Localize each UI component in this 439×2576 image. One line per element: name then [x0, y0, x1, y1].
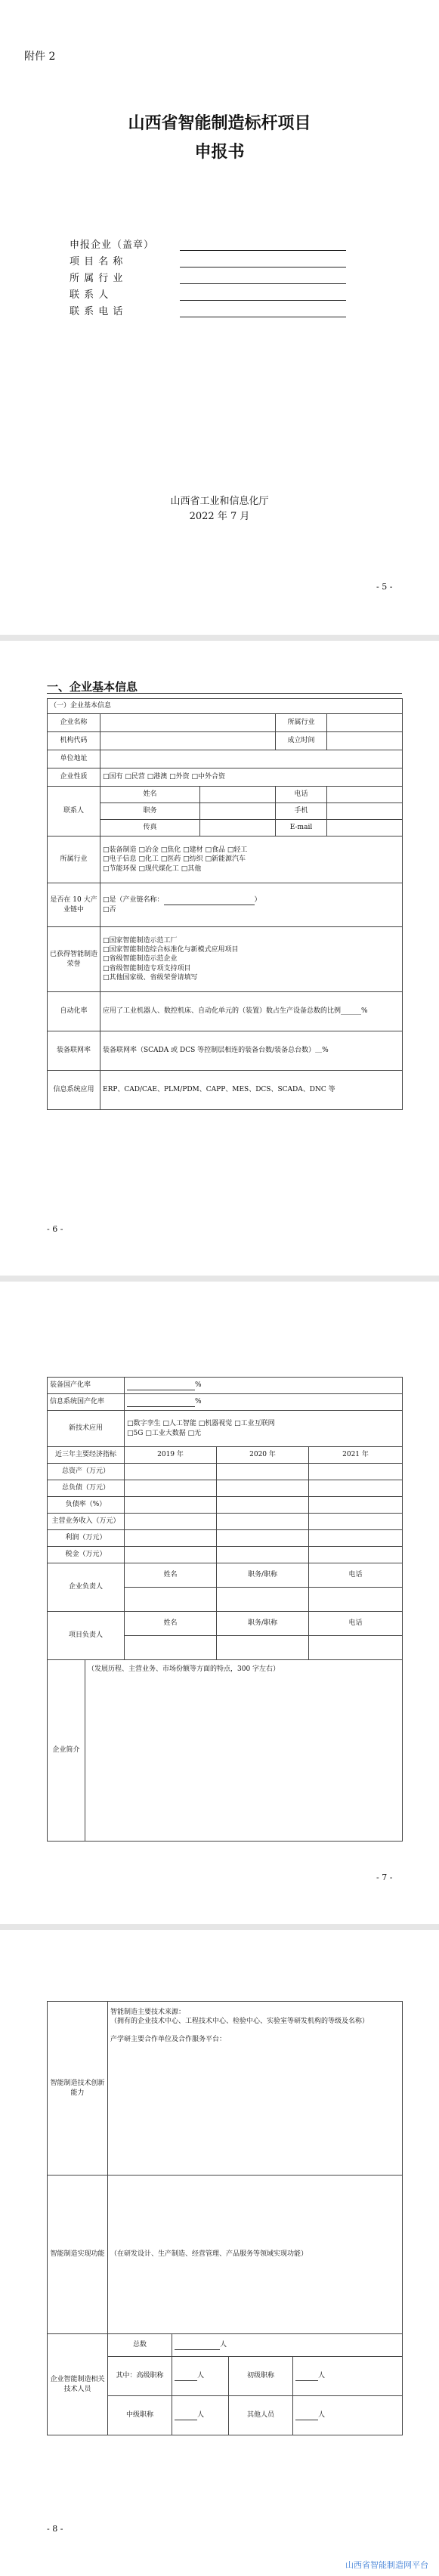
- col-label: 职务/职称: [217, 1612, 309, 1636]
- label: 中级职称: [108, 2396, 172, 2435]
- label: 信息系统应用: [48, 1071, 100, 1110]
- honor-line: □国家智能制造示范工厂: [103, 937, 178, 945]
- label: 单位地址: [48, 750, 100, 768]
- label: 企业负责人: [48, 1563, 125, 1612]
- section-title: 一、企业基本信息: [47, 680, 138, 694]
- label: 电话: [276, 787, 327, 803]
- honor-line: □省级智能制造示范企业: [103, 955, 178, 963]
- label: 其他人员: [229, 2396, 293, 2435]
- capability-hint[interactable]: （在研发设计、生产制造、经营管理、产品服务等领域实现功能）: [108, 2176, 403, 2334]
- honors-options[interactable]: [100, 927, 403, 992]
- industry-chain-options[interactable]: □是（产业链名称： ） □否: [100, 883, 403, 927]
- label: 机构代码: [48, 732, 100, 750]
- input-cell[interactable]: [125, 1464, 217, 1480]
- profile-hint[interactable]: （发展历程、主营业务、市场份额等方面的特点，300 字左右）: [85, 1660, 403, 1842]
- input-cell[interactable]: [125, 1588, 217, 1612]
- label: 所属行业: [276, 714, 327, 732]
- ownership-options[interactable]: □国有 □民营 □港澳 □外资 □中外合资: [100, 768, 403, 787]
- label: 所属行业: [48, 837, 100, 883]
- input-cell[interactable]: [327, 714, 403, 732]
- text-line: （拥有的企业技术中心、工程技术中心、检验中心、实验室等研发机构的等级及名称）: [110, 2018, 369, 2026]
- unit: 人: [220, 2341, 227, 2349]
- label: 智能制造实现功能: [48, 2176, 108, 2334]
- input-cell[interactable]: [125, 1530, 217, 1547]
- input-cell[interactable]: [327, 732, 403, 750]
- label: E-mail: [276, 820, 327, 837]
- sector-options[interactable]: [100, 837, 403, 883]
- input-cell[interactable]: [125, 1547, 217, 1563]
- input-cell[interactable]: [100, 714, 276, 732]
- fill-line[interactable]: [180, 288, 346, 301]
- fill-line[interactable]: [180, 271, 346, 284]
- field-label: 联 系 人: [70, 289, 110, 301]
- label: 自动化率: [48, 992, 100, 1031]
- label: 联系人: [48, 787, 100, 837]
- col-label: 姓名: [125, 1612, 217, 1636]
- input-cell[interactable]: [217, 1547, 309, 1563]
- input-cell[interactable]: [217, 1636, 309, 1660]
- input-cell[interactable]: [217, 1514, 309, 1530]
- text-line: 智能制造主要技术来源：: [110, 2009, 186, 2016]
- label: 装备国产化率: [48, 1378, 125, 1394]
- label: 企业简介: [48, 1660, 85, 1842]
- input-cell[interactable]: [293, 2357, 403, 2396]
- label: 企业智能制造相关技术人员: [48, 2334, 108, 2435]
- input-cell[interactable]: [309, 1480, 403, 1497]
- metric-label: 总负债（万元）: [48, 1480, 125, 1497]
- year-header: 2019 年: [125, 1447, 217, 1464]
- input-cell[interactable]: %: [125, 1394, 403, 1411]
- option-no: □否: [103, 905, 116, 914]
- field-label: 申报企业（盖章）: [70, 240, 155, 251]
- year-header: 2020 年: [217, 1447, 309, 1464]
- fill-line[interactable]: [180, 238, 346, 251]
- unit: 人: [318, 2411, 326, 2420]
- company-info-table: [47, 698, 403, 1110]
- col-label: 职务/职称: [217, 1563, 309, 1588]
- label: 已获得智能制造荣誉: [48, 927, 100, 992]
- label: 新技术应用: [48, 1411, 125, 1447]
- issue-date: 2022 年 7 月: [189, 511, 250, 522]
- label: 成立时间: [276, 732, 327, 750]
- input-cell[interactable]: [309, 1530, 403, 1547]
- label: 近三年主要经济指标: [48, 1447, 125, 1464]
- automation-text[interactable]: 应用了工业机器人、数控机床、自动化单元的（装置）数占生产设备总数的比例______%: [100, 992, 403, 1031]
- input-cell[interactable]: [172, 2396, 229, 2435]
- input-cell[interactable]: [309, 1636, 403, 1660]
- attachment-label: 附件 2: [24, 51, 56, 63]
- label: 传真: [100, 820, 200, 837]
- label: 企业性质: [48, 768, 100, 787]
- input-cell[interactable]: [217, 1464, 309, 1480]
- input-cell[interactable]: [172, 2334, 403, 2357]
- input-cell[interactable]: [309, 1547, 403, 1563]
- cover-subtitle: 申报书: [194, 142, 245, 162]
- input-cell[interactable]: [125, 1636, 217, 1660]
- col-label: 姓名: [125, 1563, 217, 1588]
- field-label: 项 目 名 称: [70, 256, 124, 267]
- label: 姓名: [100, 787, 200, 803]
- label: 初级职称: [229, 2357, 293, 2396]
- input-cell[interactable]: [125, 1480, 217, 1497]
- col-label: 电话: [309, 1563, 403, 1588]
- it-systems-text[interactable]: ERP、CAD/CAE、PLM/PDM、CAPP、MES、DCS、SCADA、DNC 等: [100, 1071, 403, 1110]
- label: 是否在 10 大产业链中: [48, 883, 100, 927]
- page-number: - 7 -: [376, 1872, 393, 1882]
- unit: 人: [197, 2372, 205, 2380]
- capability-table: [47, 2001, 403, 2435]
- cover-title: 山西省智能制造标杆项目: [128, 113, 311, 133]
- label: 企业名称: [48, 714, 100, 732]
- cover-fields: [70, 234, 346, 317]
- input-cell[interactable]: [217, 1480, 309, 1497]
- fill-line[interactable]: [180, 255, 346, 267]
- innovation-text[interactable]: [108, 2002, 403, 2176]
- metric-label: 负债率（%）: [48, 1497, 125, 1514]
- metric-label: 主营业务收入（万元）: [48, 1514, 125, 1530]
- input-cell[interactable]: [309, 1464, 403, 1480]
- input-cell[interactable]: [217, 1497, 309, 1514]
- input-cell[interactable]: [309, 1514, 403, 1530]
- cover-page: [0, 0, 439, 635]
- year-header: 2021 年: [309, 1447, 403, 1464]
- tech-options[interactable]: [125, 1411, 403, 1447]
- label: 总数: [108, 2334, 172, 2357]
- issuer: 山西省工业和信息化厅: [170, 496, 269, 507]
- honor-line: □国家智能制造综合标准化与新模式应用项目: [103, 946, 239, 954]
- honor-line: □其他国家级、省级荣誉请填写: [103, 973, 198, 982]
- page-number: - 5 -: [376, 582, 393, 592]
- sector-line: □节能环保 □现代煤化工 □其他: [103, 864, 202, 873]
- page-number: - 8 -: [47, 2524, 63, 2534]
- tech-line: □数字孪生 □人工智能 □机器视觉 □工业互联网: [127, 1420, 275, 1428]
- input-cell[interactable]: [100, 750, 403, 768]
- input-cell[interactable]: [327, 820, 403, 837]
- fill-line[interactable]: [180, 305, 346, 317]
- label: 装备联网率: [48, 1031, 100, 1071]
- label: 信息系统国产化率: [48, 1394, 125, 1411]
- honor-line: □省级智能制造专项支持项目: [103, 964, 191, 973]
- networking-text[interactable]: 装备联网率（SCADA 或 DCS 等控制层相连的装备台数/装备总台数）＿%: [100, 1031, 403, 1071]
- watermark: 山西省智能制造网平台: [345, 2560, 428, 2570]
- input-cell[interactable]: [327, 803, 403, 820]
- col-label: 电话: [309, 1612, 403, 1636]
- label: 手机: [276, 803, 327, 820]
- field-label: 联 系 电 话: [70, 306, 124, 317]
- input-cell[interactable]: [293, 2396, 403, 2435]
- input-cell[interactable]: [309, 1497, 403, 1514]
- metric-label: 总资产（万元）: [48, 1464, 125, 1480]
- sector-line: □电子信息 □化工 □医药 □纺织 □新能源汽车: [103, 855, 246, 864]
- input-cell[interactable]: [309, 1588, 403, 1612]
- unit: 人: [318, 2372, 326, 2380]
- tech-line: □5G □工业大数据 □无: [127, 1429, 202, 1437]
- input-cell[interactable]: [217, 1530, 309, 1547]
- label: 智能制造技术创新能力: [48, 2002, 108, 2176]
- input-cell[interactable]: [200, 820, 276, 837]
- input-cell[interactable]: [125, 1514, 217, 1530]
- input-cell[interactable]: [200, 803, 276, 820]
- input-cell[interactable]: [200, 787, 276, 803]
- text-line: 产学研主要合作单位及合作服务平台：: [110, 2036, 227, 2044]
- metric-label: 利润（万元）: [48, 1530, 125, 1547]
- table-subtitle: （一）企业基本信息: [48, 699, 403, 714]
- metric-label: 税金（万元）: [48, 1547, 125, 1563]
- label: 其中：高级职称: [108, 2357, 172, 2396]
- unit: 人: [197, 2411, 205, 2420]
- economics-table: [47, 1377, 403, 1842]
- input-cell[interactable]: [217, 1588, 309, 1612]
- input-cell[interactable]: [100, 732, 276, 750]
- input-cell[interactable]: [172, 2357, 229, 2396]
- field-label: 所 属 行 业: [70, 273, 124, 284]
- page-number: - 6 -: [47, 1224, 63, 1234]
- input-cell[interactable]: [327, 787, 403, 803]
- input-cell[interactable]: [125, 1497, 217, 1514]
- input-cell[interactable]: %: [125, 1378, 403, 1394]
- sector-line: □装备制造 □冶金 □焦化 □建材 □食品 □轻工: [103, 846, 248, 855]
- label: 项目负责人: [48, 1612, 125, 1660]
- label: 职务: [100, 803, 200, 820]
- option-yes: □是（产业链名称：: [103, 896, 164, 905]
